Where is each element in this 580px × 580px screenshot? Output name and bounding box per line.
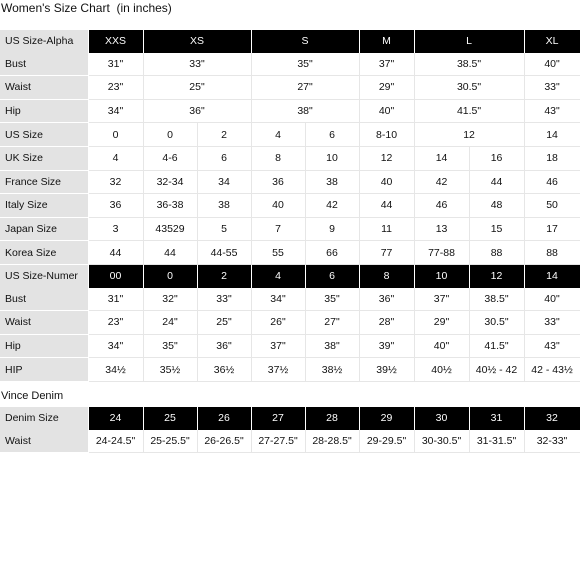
table-cell: 40" (414, 334, 469, 358)
row-label: HIP (0, 358, 88, 382)
row-label: France Size (0, 170, 88, 194)
table-cell: 40½ - 42 (469, 358, 524, 382)
table-cell: 23" (88, 311, 143, 335)
table-cell: 25" (143, 76, 251, 100)
row-label: Bust (0, 53, 88, 76)
table-row (0, 358, 580, 382)
alpha-size-table (0, 30, 580, 265)
table-cell: 40 (251, 194, 305, 218)
size-header-cell: 2 (197, 265, 251, 288)
table-cell: 24-24.5" (88, 430, 143, 453)
table-cell: 38" (251, 99, 359, 123)
table-cell: 77 (359, 241, 414, 265)
table-cell: 40 (359, 170, 414, 194)
table-cell: 46 (414, 194, 469, 218)
table-row (0, 146, 580, 170)
table-cell: 38.5" (414, 53, 524, 76)
table-cell: 29" (359, 76, 414, 100)
table-cell: 28" (359, 311, 414, 335)
table-cell: 39" (359, 334, 414, 358)
table-cell: 11 (359, 217, 414, 241)
table-cell: 40½ (414, 358, 469, 382)
size-header-cell: 25 (143, 407, 197, 430)
table-cell: 35" (143, 334, 197, 358)
table-cell: 34" (88, 334, 143, 358)
size-header-cell: 29 (359, 407, 414, 430)
table-row (0, 99, 580, 123)
table-cell: 42 - 43½ (524, 358, 580, 382)
table-cell: 33" (524, 76, 580, 100)
header-row (0, 265, 580, 288)
table-cell: 66 (305, 241, 359, 265)
table-cell: 32-34 (143, 170, 197, 194)
table-cell: 36 (251, 170, 305, 194)
row-label: US Size (0, 123, 88, 147)
table-cell: 33" (143, 53, 251, 76)
table-cell: 29" (414, 311, 469, 335)
table-cell: 41.5" (414, 99, 524, 123)
table-cell: 13 (414, 217, 469, 241)
size-header-cell: 00 (88, 265, 143, 288)
alpha-header-row (0, 30, 580, 53)
table-cell: 88 (469, 241, 524, 265)
row-label: UK Size (0, 146, 88, 170)
row-label: Waist (0, 311, 88, 335)
table-cell: 32-33" (524, 430, 580, 453)
table-cell: 6 (305, 123, 359, 147)
size-header-cell: 0 (143, 265, 197, 288)
table-row (0, 194, 580, 218)
table-cell: 46 (524, 170, 580, 194)
table-cell: 9 (305, 217, 359, 241)
table-row (0, 53, 580, 76)
table-cell: 44 (88, 241, 143, 265)
size-header-cell: L (414, 30, 524, 53)
table-cell: 4 (251, 123, 305, 147)
row-label: Japan Size (0, 217, 88, 241)
size-header-cell: XL (524, 30, 580, 53)
row-label: Waist (0, 430, 88, 453)
table-cell: 14 (414, 146, 469, 170)
size-header-cell: XXS (88, 30, 143, 53)
row-label: Denim Size (0, 407, 88, 430)
table-cell: 0 (88, 123, 143, 147)
table-cell: 34" (88, 99, 143, 123)
row-label: Hip (0, 334, 88, 358)
table-cell: 0 (143, 123, 197, 147)
table-cell: 6 (197, 146, 251, 170)
table-cell: 31" (88, 288, 143, 311)
table-cell: 43" (524, 99, 580, 123)
table-cell: 32" (143, 288, 197, 311)
table-cell: 36" (197, 334, 251, 358)
size-header-cell: 26 (197, 407, 251, 430)
table-row (0, 170, 580, 194)
international-size-rows (0, 146, 580, 264)
table-cell: 24" (143, 311, 197, 335)
table-cell: 38" (305, 334, 359, 358)
table-cell: 40" (524, 288, 580, 311)
table-row (0, 430, 580, 453)
table-cell: 35½ (143, 358, 197, 382)
table-cell: 42 (305, 194, 359, 218)
table-cell: 41.5" (469, 334, 524, 358)
size-header-cell: 4 (251, 265, 305, 288)
table-cell: 36 (88, 194, 143, 218)
table-cell: 30-30.5" (414, 430, 469, 453)
table-cell: 43" (524, 334, 580, 358)
table-cell: 43529 (143, 217, 197, 241)
table-cell: 30.5" (414, 76, 524, 100)
size-header-cell: 30 (414, 407, 469, 430)
table-cell: 8 (251, 146, 305, 170)
table-cell: 36" (143, 99, 251, 123)
table-cell: 3 (88, 217, 143, 241)
table-cell: 36½ (197, 358, 251, 382)
table-cell: 38 (197, 194, 251, 218)
row-label: Bust (0, 288, 88, 311)
denim-section-title: Vince Denim (1, 390, 64, 402)
table-cell: 36-38 (143, 194, 197, 218)
size-header-cell: 27 (251, 407, 305, 430)
table-cell: 14 (524, 123, 580, 147)
table-cell: 28-28.5" (305, 430, 359, 453)
table-cell: 34½ (88, 358, 143, 382)
table-cell: 88 (524, 241, 580, 265)
table-cell: 40" (359, 99, 414, 123)
table-cell: 34 (197, 170, 251, 194)
table-cell: 23" (88, 76, 143, 100)
table-cell: 12 (414, 123, 524, 147)
table-row (0, 241, 580, 265)
table-cell: 37" (251, 334, 305, 358)
table-cell: 15 (469, 217, 524, 241)
row-label: Waist (0, 76, 88, 100)
size-header-cell: 28 (305, 407, 359, 430)
table-cell: 44 (143, 241, 197, 265)
row-label: Hip (0, 99, 88, 123)
table-cell: 50 (524, 194, 580, 218)
size-header-cell: 31 (469, 407, 524, 430)
table-row (0, 123, 580, 147)
table-cell: 25-25.5" (143, 430, 197, 453)
table-cell: 33" (524, 311, 580, 335)
table-cell: 18 (524, 146, 580, 170)
row-label: US Size-Alpha (0, 30, 88, 53)
table-cell: 2 (197, 123, 251, 147)
table-cell: 36" (359, 288, 414, 311)
table-cell: 35" (251, 53, 359, 76)
size-header-cell: 24 (88, 407, 143, 430)
size-header-cell: XS (143, 30, 251, 53)
table-cell: 25" (197, 311, 251, 335)
table-cell: 33" (197, 288, 251, 311)
table-cell: 37" (359, 53, 414, 76)
table-cell: 44-55 (197, 241, 251, 265)
table-cell: 31" (88, 53, 143, 76)
table-cell: 32 (88, 170, 143, 194)
table-cell: 55 (251, 241, 305, 265)
table-cell: 5 (197, 217, 251, 241)
size-header-cell: S (251, 30, 359, 53)
table-cell: 37" (414, 288, 469, 311)
table-cell: 38.5" (469, 288, 524, 311)
row-label: Italy Size (0, 194, 88, 218)
table-cell: 48 (469, 194, 524, 218)
table-cell: 30.5" (469, 311, 524, 335)
header-row (0, 407, 580, 430)
table-cell: 29-29.5" (359, 430, 414, 453)
size-header-cell: M (359, 30, 414, 53)
table-cell: 10 (305, 146, 359, 170)
table-cell: 77-88 (414, 241, 469, 265)
size-header-cell: 32 (524, 407, 580, 430)
table-cell: 35" (305, 288, 359, 311)
table-cell: 34" (251, 288, 305, 311)
page-title: Women's Size Chart (in inches) (1, 1, 172, 15)
table-cell: 4 (88, 146, 143, 170)
size-header-cell: 14 (524, 265, 580, 288)
table-cell: 44 (359, 194, 414, 218)
table-cell: 8-10 (359, 123, 414, 147)
table-cell: 17 (524, 217, 580, 241)
table-row (0, 76, 580, 100)
table-cell: 42 (414, 170, 469, 194)
table-cell: 16 (469, 146, 524, 170)
table-cell: 44 (469, 170, 524, 194)
table-cell: 26" (251, 311, 305, 335)
denim-size-table (0, 407, 580, 453)
size-header-cell: 10 (414, 265, 469, 288)
table-row (0, 334, 580, 358)
row-label: Korea Size (0, 241, 88, 265)
table-cell: 38½ (305, 358, 359, 382)
row-label: US Size-Numer (0, 265, 88, 288)
size-header-cell: 8 (359, 265, 414, 288)
table-cell: 27-27.5" (251, 430, 305, 453)
table-cell: 27" (251, 76, 359, 100)
table-cell: 26-26.5" (197, 430, 251, 453)
table-cell: 39½ (359, 358, 414, 382)
size-header-cell: 6 (305, 265, 359, 288)
table-row (0, 311, 580, 335)
size-header-cell: 12 (469, 265, 524, 288)
table-cell: 12 (359, 146, 414, 170)
numeric-size-table (0, 265, 580, 382)
table-cell: 38 (305, 170, 359, 194)
table-cell: 37½ (251, 358, 305, 382)
table-cell: 31-31.5" (469, 430, 524, 453)
table-cell: 7 (251, 217, 305, 241)
table-cell: 40" (524, 53, 580, 76)
table-row (0, 217, 580, 241)
table-row (0, 288, 580, 311)
table-cell: 27" (305, 311, 359, 335)
table-cell: 4-6 (143, 146, 197, 170)
